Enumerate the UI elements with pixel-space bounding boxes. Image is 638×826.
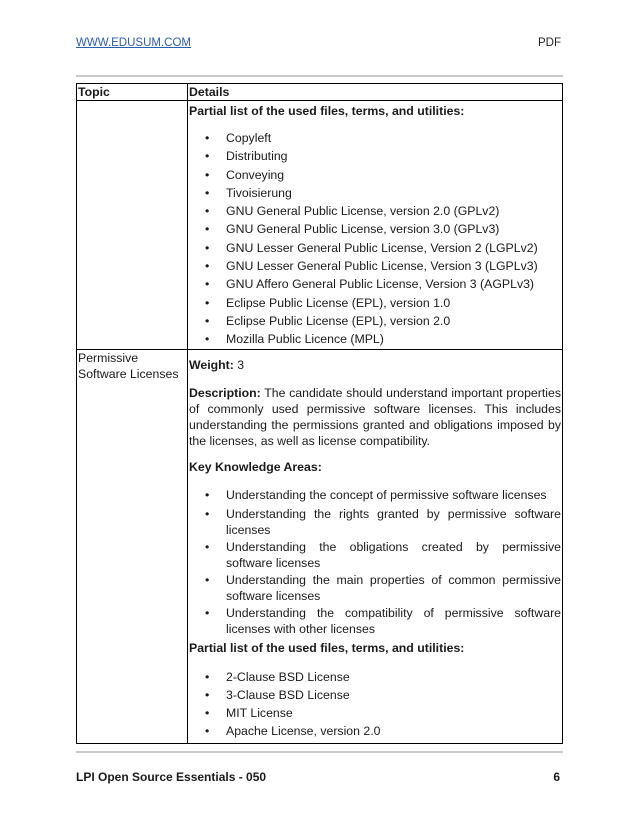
- key-knowledge-list: [189, 487, 561, 637]
- terms-list: [189, 129, 561, 349]
- table-row: [77, 101, 563, 350]
- list-item: • Conveying: [226, 166, 561, 184]
- list-item: • Mozilla Public Licence (MPL): [226, 330, 561, 348]
- column-header-topic: Topic: [77, 84, 188, 101]
- details-cell: [188, 101, 563, 350]
- list-item: • 3-Clause BSD License: [226, 686, 561, 704]
- list-item: • Understanding the main properties of common permissive software licenses: [226, 572, 561, 604]
- list-item: • GNU General Public License, version 3.0 (GPLv3): [226, 220, 561, 238]
- table-header-row: [77, 84, 563, 101]
- list-item: • Distributing: [226, 147, 561, 165]
- list-item: • Eclipse Public License (EPL), version 2.0: [226, 312, 561, 330]
- topic-cell: [77, 101, 188, 350]
- column-header-details: Details: [188, 84, 563, 101]
- list-item: • 2-Clause BSD License: [226, 668, 561, 686]
- footer-title: LPI Open Source Essentials - 050: [76, 770, 267, 784]
- list-item: • Understanding the concept of permissive software licenses: [226, 487, 561, 503]
- list-item: • Tivoisierung: [226, 184, 561, 202]
- list-item: • Apache License, version 2.0: [226, 722, 561, 740]
- header-divider: [76, 75, 563, 77]
- content-table: [76, 83, 563, 744]
- list-item: • GNU Lesser General Public License, Version 2 (LGPLv2): [226, 239, 561, 257]
- page-number: 6: [553, 770, 560, 784]
- permissive-licenses-list: [189, 668, 561, 743]
- weight-value: 3: [233, 357, 245, 372]
- description-text: The candidate should understand important properties of commonly used permissive software licenses. This includes understanding the permissions granted and obligations imposed by the licenses, as well as license compatibility.: [189, 385, 561, 448]
- list-item: • GNU Affero General Public License, Version 3 (AGPLv3): [226, 275, 561, 293]
- list-item: • Copyleft: [226, 129, 561, 147]
- list-item: • Eclipse Public License (EPL), version 1.0: [226, 294, 561, 312]
- table-row: [77, 349, 563, 743]
- list-item: • Understanding the rights granted by permissive software licenses: [226, 506, 561, 538]
- weight-line: [189, 357, 561, 373]
- list-item: • Understanding the compatibility of permissive software licenses with other licenses: [226, 605, 561, 637]
- list-item: • Understanding the obligations created by permissive software licenses: [226, 539, 561, 571]
- description-label: Description:: [189, 385, 261, 400]
- footer-divider: [76, 751, 563, 753]
- description-paragraph: [189, 385, 561, 449]
- list-item: • MIT License: [226, 704, 561, 722]
- weight-label: Weight:: [189, 357, 234, 372]
- header-format-label: PDF: [538, 37, 561, 49]
- header-site-link[interactable]: WWW.EDUSUM.COM: [76, 37, 191, 49]
- list-item: • GNU Lesser General Public License, Version 3 (LGPLv3): [226, 257, 561, 275]
- topic-cell: Permissive Software Licenses: [77, 349, 188, 743]
- list-item: • GNU General Public License, version 2.0 (GPLv2): [226, 202, 561, 220]
- partial-list-heading: Partial list of the used files, terms, and utilities:: [189, 104, 465, 118]
- key-knowledge-heading: Key Knowledge Areas:: [189, 459, 322, 474]
- partial-list-heading: Partial list of the used files, terms, and utilities:: [189, 640, 465, 655]
- details-cell: [188, 349, 563, 743]
